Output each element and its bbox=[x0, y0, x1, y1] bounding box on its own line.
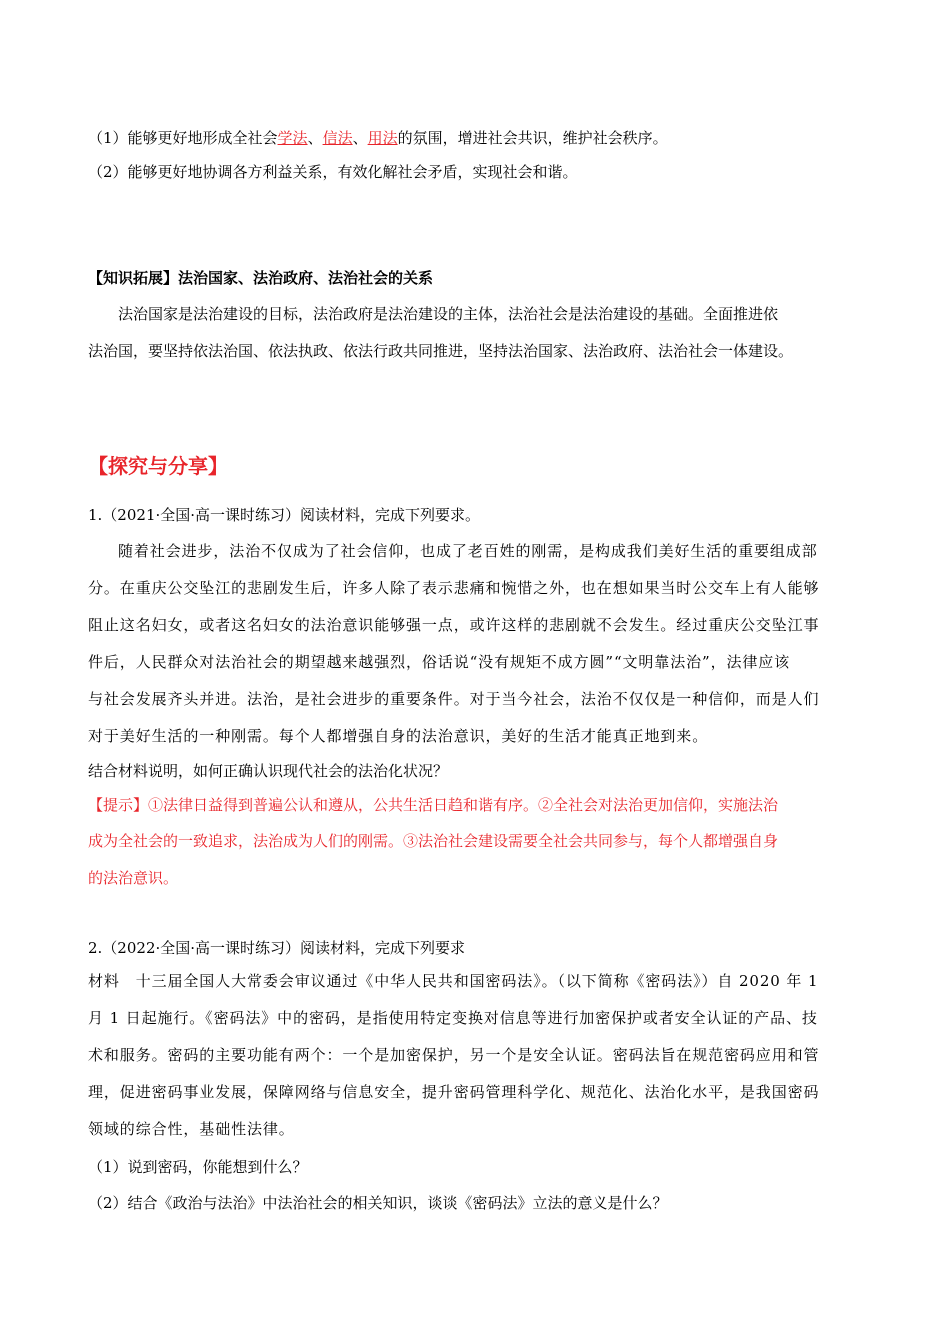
separator: 、 bbox=[352, 129, 368, 147]
hint-line: 成为全社会的一致追求，法治成为人们的刚需。③法治社会建设需要全社会共同参与，每个人都增强自身 bbox=[88, 832, 779, 850]
material-line: 术和服务。密码的主要功能有两个：一个是加密保护，另一个是安全认证。密码法旨在规范密码应用和管 bbox=[88, 1046, 820, 1064]
question-1-prompt: 结合材料说明，如何正确认识现代社会的法治化状况？ bbox=[88, 762, 449, 780]
question-1-title: 1.（2021·全国·高一课时练习）阅读材料，完成下列要求。 bbox=[88, 506, 481, 524]
question-2-title: 2.（2022·全国·高一课时练习）阅读材料，完成下列要求 bbox=[88, 939, 466, 957]
keyword-xinfa: 信法 bbox=[322, 129, 353, 147]
keyword-xuefa: 学法 bbox=[277, 129, 308, 147]
material-line: 理，促进密码事业发展，保障网络与信息安全，提升密码管理科学化、规范化、法治化水平，是我国密码 bbox=[88, 1083, 820, 1101]
item-1 bbox=[88, 128, 668, 148]
material-line: 对于美好生活的一种刚需。每个人都增强自身的法治意识，美好的生活才能真正地到来。 bbox=[88, 727, 709, 745]
question-2-sub-1: （1）说到密码，你能想到什么？ bbox=[88, 1158, 308, 1176]
material-line: 月 1 日起施行。《密码法》中的密码，是指使用特定变换对信息等进行加密保护或者安全认证的产品、技 bbox=[88, 1009, 818, 1027]
item-1-text: （1）能够更好地形成全社会 bbox=[88, 129, 278, 147]
material-line: 件后，人民群众对法治社会的期望越来越强烈，俗话说“没有规矩不成方圆”“文明靠法治”，法律应该 bbox=[88, 653, 791, 671]
hint-line: 【提示】①法律日益得到普遍公认和遵从，公共生活日趋和谐有序。②全社会对法治更加信仰，实施法治 bbox=[88, 796, 779, 814]
knowledge-extension-line: 法治国家是法治建设的目标，法治政府是法治建设的主体，法治社会是法治建设的基础。全面推进依 bbox=[118, 305, 779, 323]
item-2: （2）能够更好地协调各方利益关系，有效化解社会矛盾，实现社会和谐。 bbox=[88, 163, 578, 181]
material-line: 领域的综合性，基础性法律。 bbox=[88, 1120, 295, 1138]
knowledge-extension-title: 【知识拓展】法治国家、法治政府、法治社会的关系 bbox=[88, 269, 434, 287]
keyword-yongfa: 用法 bbox=[367, 129, 398, 147]
question-2-sub-2: （2）结合《政治与法治》中法治社会的相关知识，谈谈《密码法》立法的意义是什么？ bbox=[88, 1194, 668, 1212]
material-line: 材料 十三届全国人大常委会审议通过《中华人民共和国密码法》。（以下简称《密码法》）自 2020 年 1 bbox=[88, 972, 819, 990]
material-line: 阻止这名妇女，或者这名妇女的法治意识能够强一点，或许这样的悲剧就不会发生。经过重庆公交坠江事 bbox=[88, 616, 820, 634]
knowledge-extension-line: 法治国，要坚持依法治国、依法执政、依法行政共同推进，坚持法治国家、法治政府、法治社会一体建设。 bbox=[88, 342, 794, 360]
section-heading: 【探究与分享】 bbox=[88, 454, 228, 478]
hint-line: 的法治意识。 bbox=[88, 869, 179, 887]
material-line: 与社会发展齐头并进。法治，是社会进步的重要条件。对于当今社会，法治不仅仅是一种信仰，而是人们 bbox=[88, 690, 820, 708]
material-line: 随着社会进步，法治不仅成为了社会信仰，也成了老百姓的刚需，是构成我们美好生活的重要组成部 bbox=[118, 542, 818, 560]
material-line: 分。在重庆公交坠江的悲剧发生后，许多人除了表示悲痛和惋惜之外，也在想如果当时公交车上有人能够 bbox=[88, 579, 820, 597]
item-1-suffix: 的氛围，增进社会共识，维护社会秩序。 bbox=[397, 129, 668, 147]
separator: 、 bbox=[307, 129, 323, 147]
